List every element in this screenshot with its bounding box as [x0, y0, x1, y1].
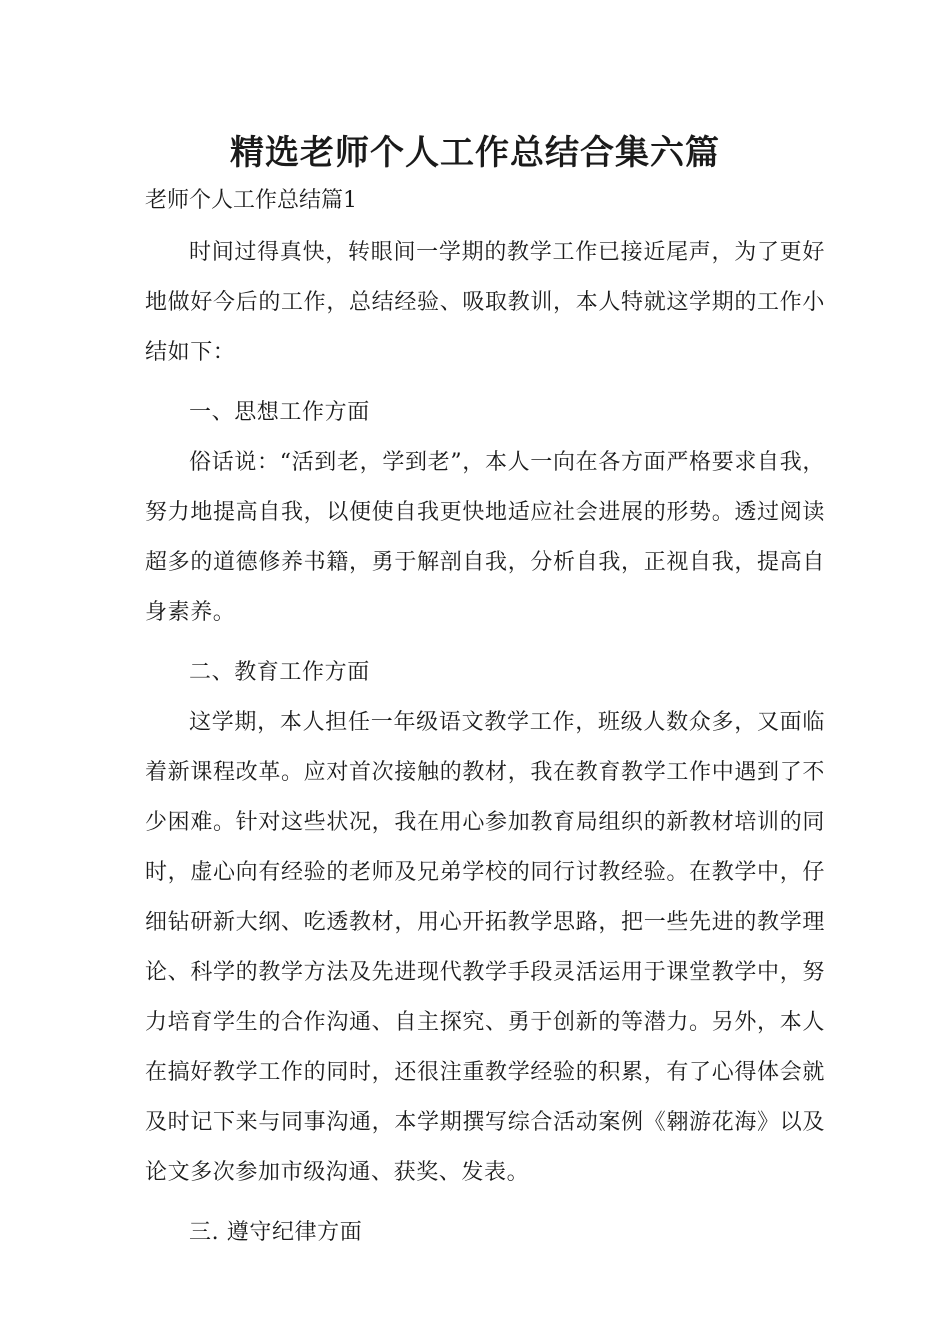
- document-body: [145, 228, 825, 1258]
- subheading-discipline: 三. 遵守纪律方面: [189, 1220, 363, 1245]
- subheading-education-work: 二、教育工作方面: [189, 660, 370, 685]
- paragraph-thought-work: 俗话说：“活到老，学到老”，本人一向在各方面严格要求自我，努力地提高自我，以便使自我更快地适应社会进展的形势。透过阅读超多的道德修养书籍，勇于解剖自我，分析自我，正视自我，提高自身素养。: [145, 450, 825, 625]
- paragraph-education-work: 这学期，本人担任一年级语文教学工作，班级人数众多，又面临着新课程改革。应对首次接触的教材，我在教育教学工作中遇到了不少困难。针对这些状况，我在用心参加教育局组织的新教材培训的同时，虚心向有经验的老师及兄弟学校的同行讨教经验。在教学中，仔细钻研新大纲、吃透教材，用心开拓教学思路，把一些先进的教学理论、科学的教学方法及先进现代教学手段灵活运用于课堂教学中，努力培育学生的合作沟通、自主探究、勇于创新的等潜力。另外，本人在搞好教学工作的同时，还很注重教学经验的积累，有了心得体会就及时记下来与同事沟通，本学期撰写综合活动案例《翱游花海》以及论文多次参加市级沟通、获奖、发表。: [145, 710, 825, 1185]
- document-title: 精选老师个人工作总结合集六篇: [230, 133, 720, 173]
- section-heading: 老师个人工作总结篇1: [145, 188, 357, 213]
- subheading-thought-work: 一、思想工作方面: [189, 400, 370, 425]
- intro-paragraph: 时间过得真快，转眼间一学期的教学工作已接近尾声，为了更好地做好今后的工作，总结经验、吸取教训，本人特就这学期的工作小结如下：: [145, 240, 825, 365]
